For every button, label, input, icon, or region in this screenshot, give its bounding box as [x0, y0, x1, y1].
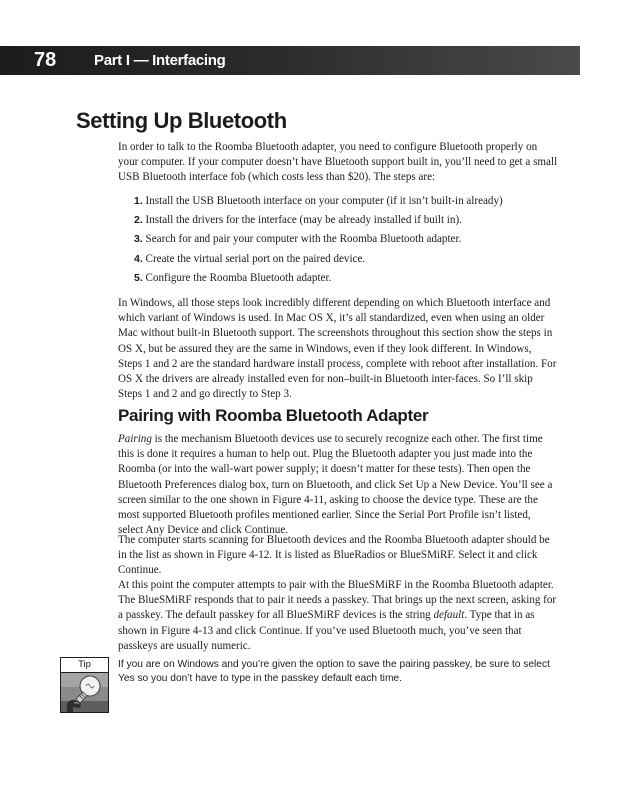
- list-item: [134, 271, 554, 286]
- list-item: [134, 232, 554, 247]
- page-number: 78: [34, 49, 57, 71]
- tip-text: If you are on Windows and you’re given the option to save the pairing passkey, be sure to select Yes so you don’t have to type in the passkey default each time.: [118, 659, 550, 685]
- tip-box: [60, 657, 109, 713]
- step-text: Install the drivers for the interface (may be already installed if built in).: [145, 214, 462, 227]
- scanning-paragraph: The computer starts scanning for Bluetooth devices and the Roomba Bluetooth adapter should be in the list as shown in Figure 4-12. It is listed as BlueRadios or BlueSMiRF. Select it and click Continue.: [118, 534, 550, 577]
- passkey-paragraph-start: At this point the computer attempts to pair with the BlueSMiRF in the Roomba Bluetooth adapter. The BlueSMiRF responds that to pair it needs a passkey. That brings up the next screen, asking for a passkey. The default passkey for all BlueSMiRF devices is the string: [118, 579, 557, 622]
- subsection-title: Pairing with Roomba Bluetooth Adapter: [118, 406, 429, 425]
- passkey-paragraph: [118, 578, 558, 654]
- lightbulb-icon: [61, 673, 108, 712]
- step-text: Install the USB Bluetooth interface on your computer (if it isn’t built-in already): [145, 195, 503, 207]
- intro-paragraph: In order to talk to the Roomba Bluetooth adapter, you need to configure Bluetooth properly on your computer. If your computer doesn’t have Bluetooth support built in, you’ll need to get a small USB Bluetooth interface fob (which costs less than $20). The steps are:: [118, 141, 558, 184]
- step-number: 1.: [134, 195, 143, 207]
- step-number: 2.: [134, 214, 143, 227]
- step-text: Configure the Roomba Bluetooth adapter.: [145, 271, 332, 284]
- tip-label: Tip: [61, 658, 108, 673]
- list-item: [134, 252, 554, 267]
- step-text: Search for and pair your computer with the Roomba Bluetooth adapter.: [145, 233, 462, 246]
- running-head: Part I — Interfacing: [94, 52, 226, 69]
- passkey-paragraph-end: . Type that in as shown in Figure 4-13 and click Continue. If you’ve used Bluetooth much, you’ve seen that passkeys are usually numeric.: [118, 609, 535, 652]
- list-item: [134, 194, 554, 209]
- section-title: Setting Up Bluetooth: [76, 108, 287, 133]
- steps-list: [134, 194, 554, 290]
- step-number: 5.: [134, 271, 143, 284]
- platform-differences-paragraph: In Windows, all those steps look incredibly different depending on which Bluetooth interface and which variant of Windows is used. In Mac OS X, it’s all standardized, even when using an older Mac without built-in Bluetooth support. The screenshots throughout this section show the steps in OS X, but be assured they are the same in Windows, even if they look different. In Windows, Steps 1 and 2 are the standard hardware install process, complete with reboot after installation. For OS X the drivers are already installed even for non–built-in Bluetooth inter-faces. So I’ll skip Steps 1 and 2 and go directly to Step 3.: [118, 297, 557, 401]
- list-item: [134, 213, 554, 228]
- pairing-term: Pairing: [118, 433, 152, 445]
- step-number: 4.: [134, 252, 143, 265]
- pairing-paragraph-text: is the mechanism Bluetooth devices use to securely recognize each other. The first time this is done it requires a human to help out. Plug the Bluetooth adapter you just made into the Roomba (or into the wall-wart power supply; it doesn’t matter for these tests). Then open the Bluetooth Preferences dialog box, turn on Bluetooth, and click Set Up a New Device. You’ll see a screen similar to the one shown in Figure 4-11, asking to choose the device type. These are the most supported Bluetooth profiles mentioned earlier. Since the Serial Port Profile isn’t listed, select Any Device and click Continue.: [118, 433, 553, 537]
- pairing-paragraph: [118, 432, 558, 538]
- passkey-term: default: [433, 609, 465, 622]
- step-text: Create the virtual serial port on the paired device.: [145, 252, 366, 265]
- page-header-bar: [0, 46, 580, 75]
- step-number: 3.: [134, 233, 143, 246]
